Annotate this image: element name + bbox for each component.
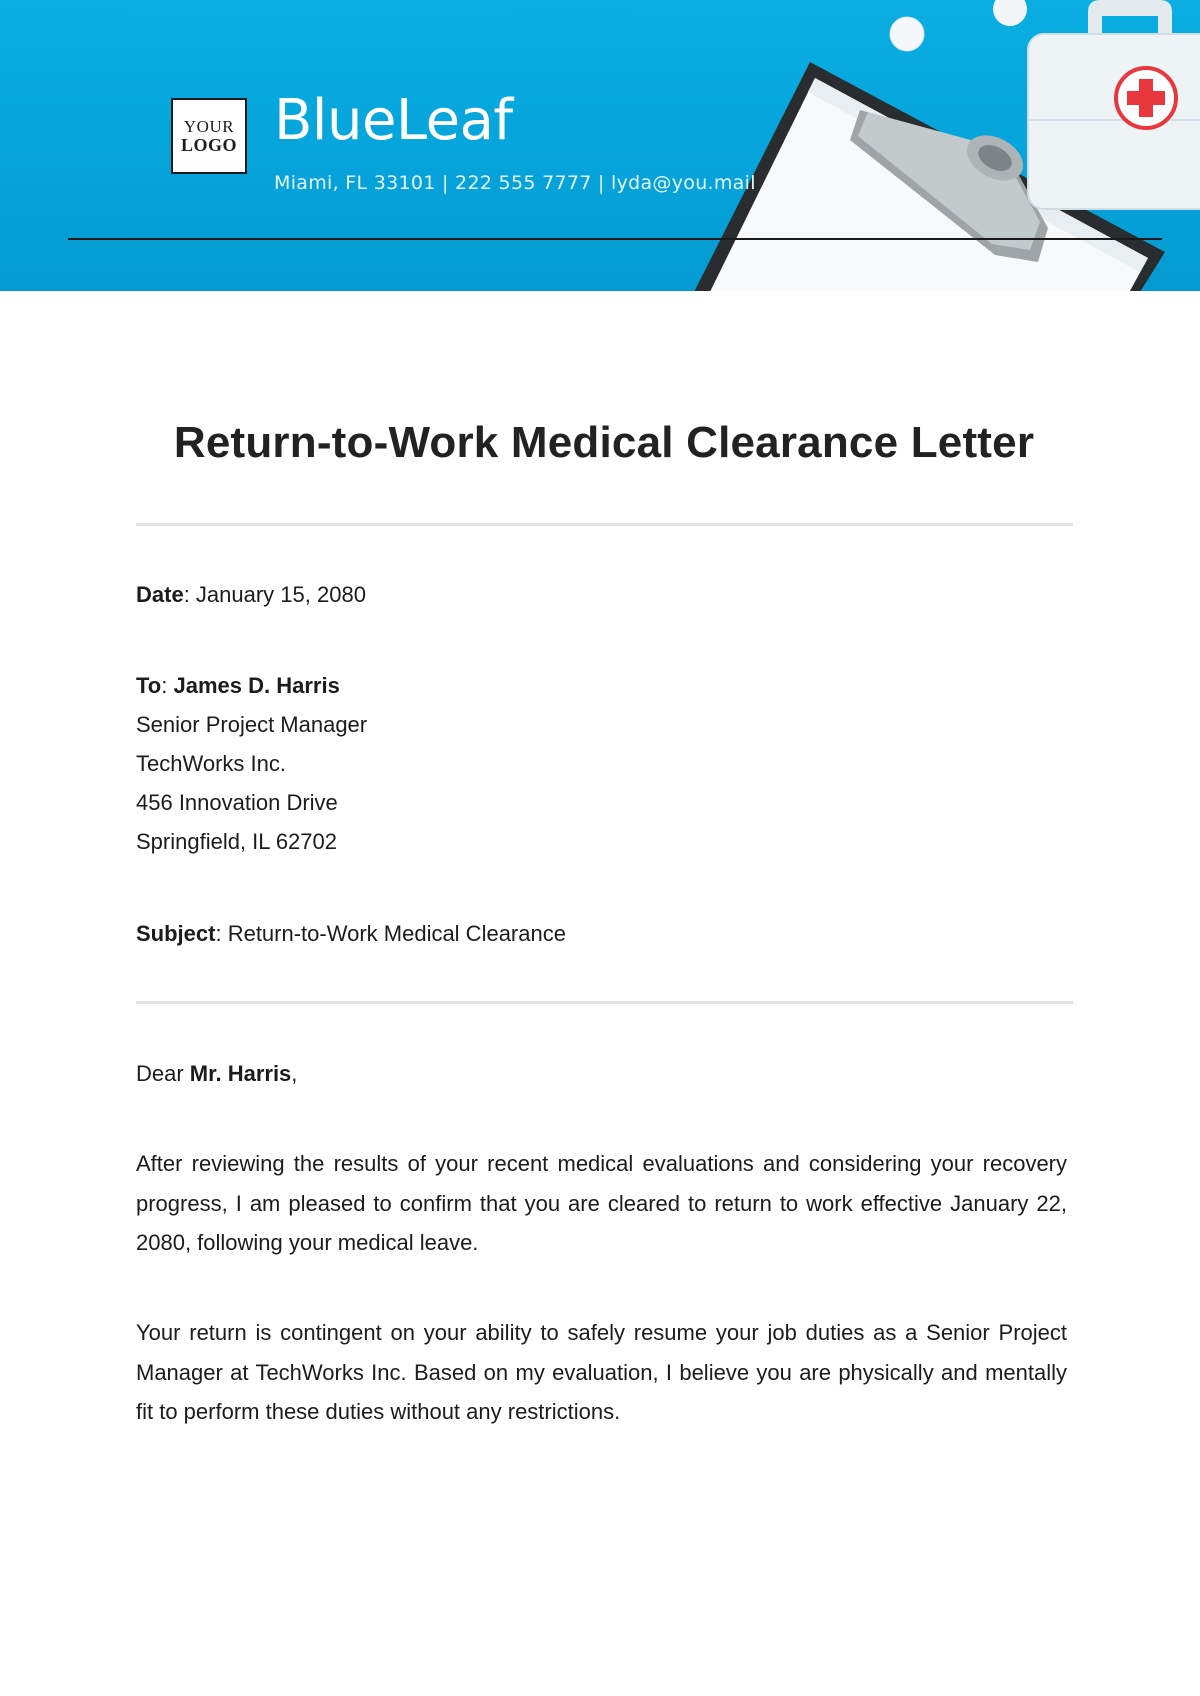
recipient-address-city: Springfield, IL 62702 — [136, 829, 337, 854]
subject-value: : Return-to-Work Medical Clearance — [215, 921, 566, 946]
salutation-prefix: Dear — [136, 1061, 190, 1086]
medical-kit-icon — [1028, 0, 1200, 209]
header-banner — [0, 0, 1200, 291]
header-divider — [68, 238, 1162, 240]
recipient-title: Senior Project Manager — [136, 712, 368, 737]
company-logo — [171, 98, 247, 174]
logo-text-line1: YOUR — [183, 117, 235, 136]
title-divider — [136, 523, 1073, 526]
letter-title: Return-to-Work Medical Clearance Letter — [173, 418, 1035, 467]
subject-divider — [136, 1001, 1073, 1004]
salutation-name: Mr. Harris — [189, 1061, 292, 1086]
logo-text-line2: LOGO — [180, 135, 237, 155]
to-separator: : — [161, 673, 174, 698]
recipient-company: TechWorks Inc. — [136, 751, 286, 776]
company-name: BlueLeaf — [274, 88, 513, 153]
recipient-line — [136, 673, 340, 699]
subject-line — [136, 921, 566, 947]
recipient-name: James D. Harris — [173, 673, 340, 698]
body-paragraph-1: After reviewing the results of your recent medical evaluations and considering your recovery progress, I am pleased to confirm that you are cleared to return to work effective January 22, 2080, following your medical leave. — [136, 1151, 1067, 1255]
pill-icon — [890, 0, 1027, 51]
date-label: Date — [136, 582, 184, 607]
contact-info: Miami, FL 33101 | 222 555 7777 | lyda@you.mail — [274, 172, 756, 194]
subject-label: Subject — [136, 921, 216, 946]
date-value: : January 15, 2080 — [183, 582, 366, 607]
recipient-address-street: 456 Innovation Drive — [136, 790, 338, 815]
salutation — [136, 1061, 297, 1087]
date-line — [136, 582, 366, 608]
to-label: To — [136, 673, 162, 698]
body-paragraph-2: Your return is contingent on your ability to safely resume your job duties as a Senior Project Manager at TechWorks Inc. Based on my evaluation, I believe you are physically and mentally fit to perform these duties without any restrictions. — [136, 1320, 1067, 1424]
salutation-suffix: , — [291, 1061, 298, 1086]
